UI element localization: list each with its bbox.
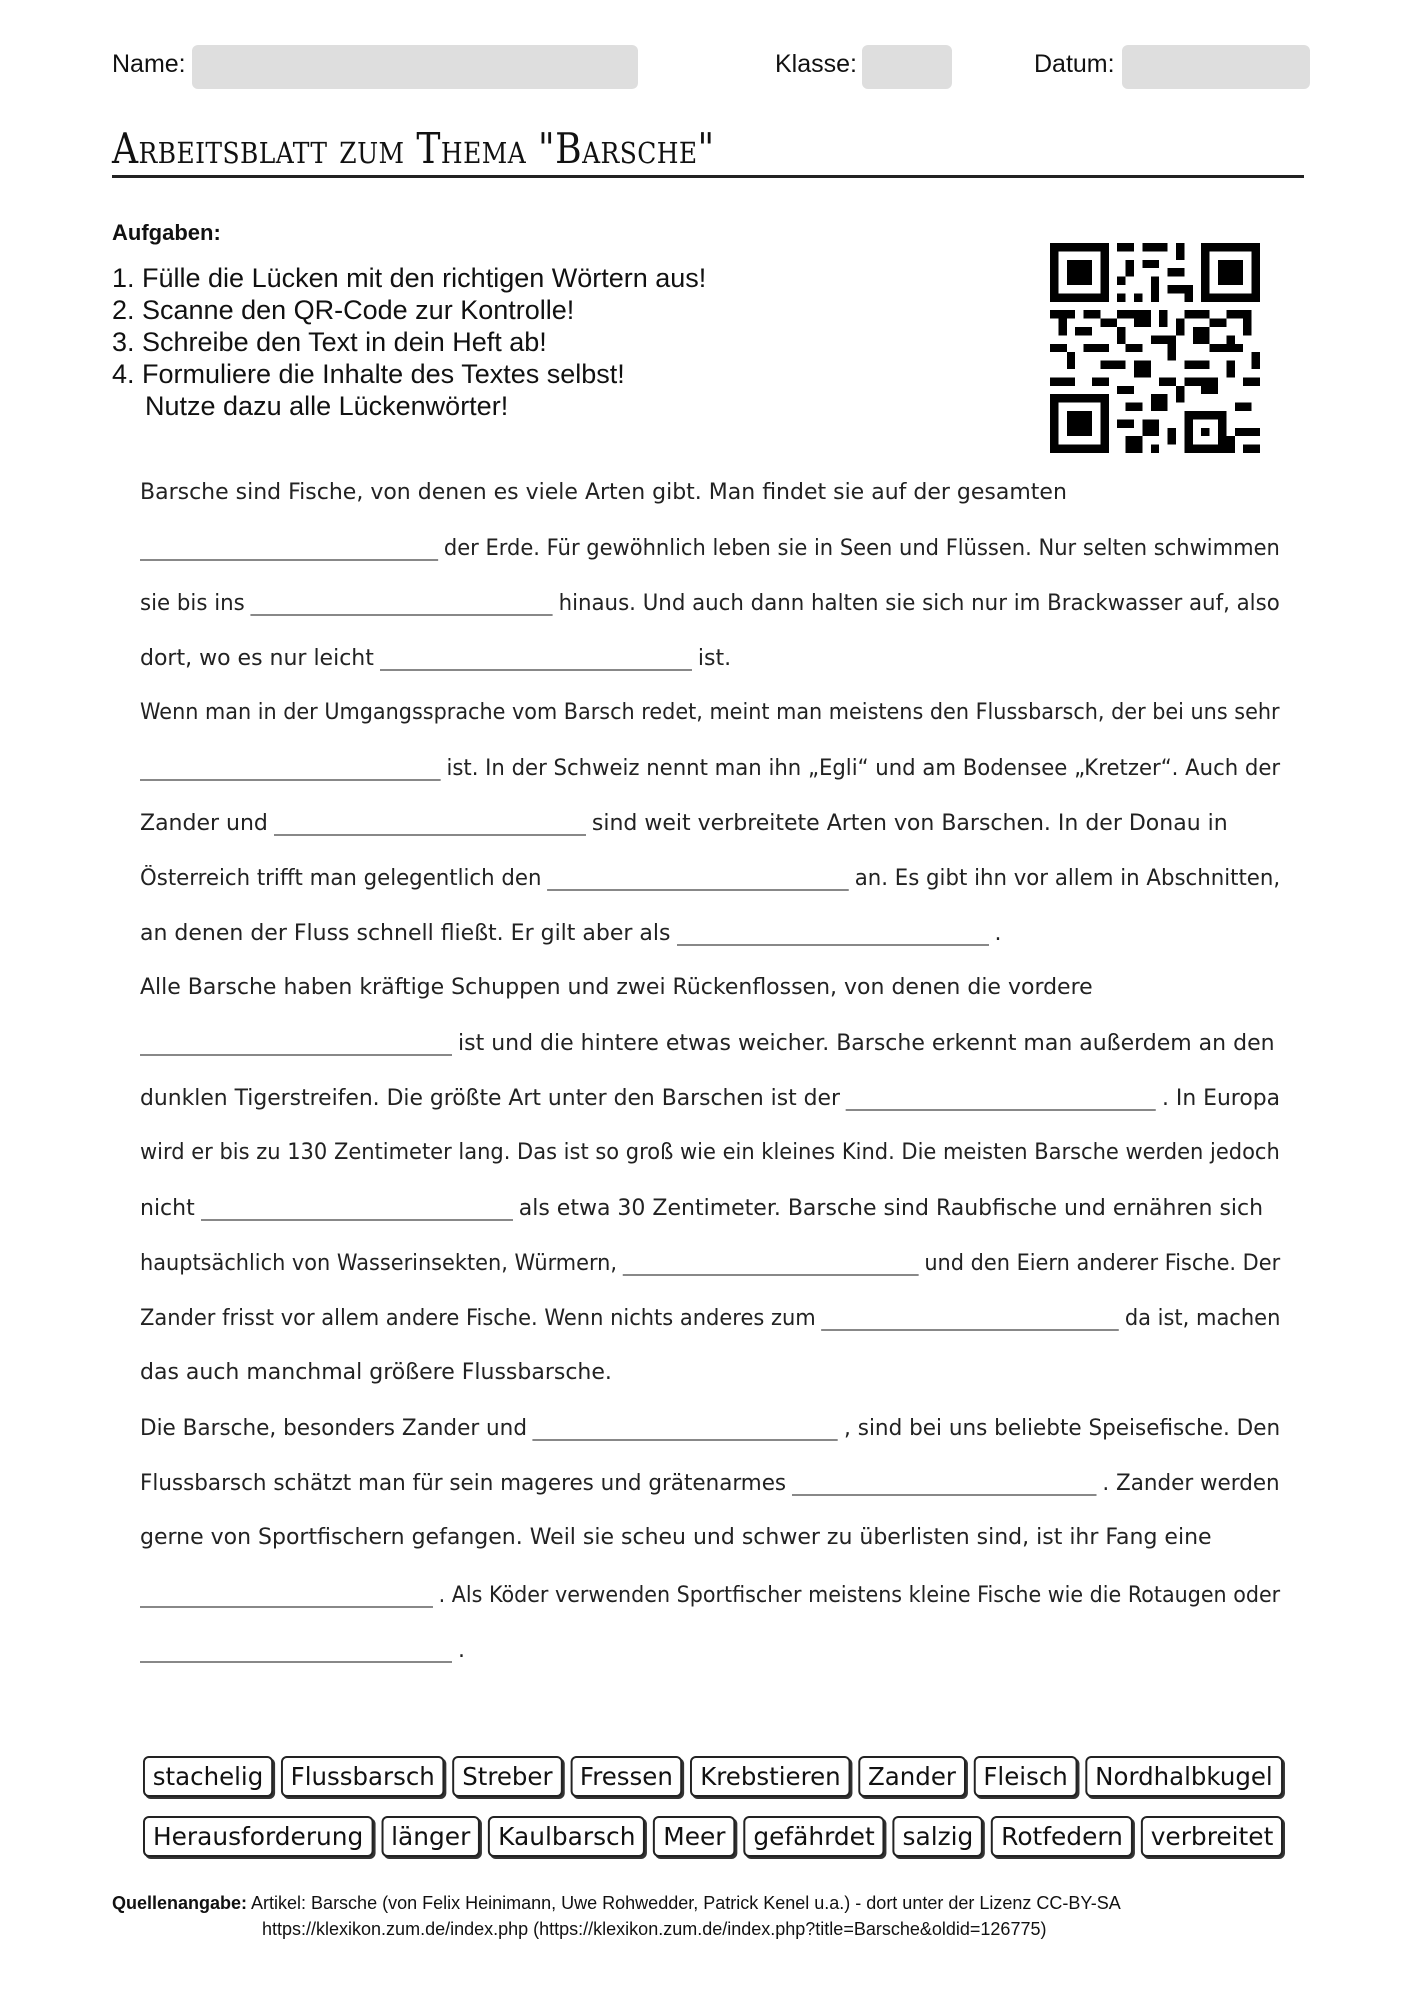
word-chip[interactable]: Zander [858, 1756, 965, 1797]
word-chip[interactable]: Nordhalbkugel [1085, 1756, 1282, 1797]
word-chip[interactable]: Rotfedern [991, 1816, 1133, 1857]
text-line-21: . Als Köder verwenden Sportfischer meistens kleine Fische wie die Rotaugen oder [140, 1582, 1280, 1622]
word-chip[interactable]: Streber [452, 1756, 562, 1797]
text-line-18: Die Barsche, besonders Zander und , sind bei uns beliebte Speisefische. Den [140, 1416, 1281, 1441]
word-chip[interactable]: verbreitet [1141, 1816, 1284, 1857]
date-label: Datum: [1034, 50, 1115, 78]
text-line-12: dunklen Tigerstreifen. Die größte Art unter den Barschen ist der . In Europa [140, 1086, 1280, 1111]
name-field[interactable] [192, 45, 638, 89]
word-chip[interactable]: Fleisch [974, 1756, 1078, 1797]
task-item: 2. Scanne den QR-Code zur Kontrolle! [112, 295, 575, 325]
text-line-7: Zander und sind weit verbreitete Arten von Barschen. In der Donau in [140, 811, 1228, 836]
blank-field[interactable] [140, 1582, 433, 1608]
word-chip[interactable]: Krebstieren [690, 1756, 850, 1797]
text-line-5: Wenn man in der Umgangssprache vom Barsch redet, meint man meistens den Flussbarsch, der bei uns sehr [140, 700, 1280, 725]
word-bank-row-1 [143, 1756, 1273, 1797]
tasks-heading: Aufgaben: [112, 220, 221, 245]
text-line-10: Alle Barsche haben kräftige Schuppen und zwei Rückenflossen, von denen die vordere [140, 975, 1093, 1000]
blank-field[interactable] [140, 1030, 452, 1056]
source-label: Quellenangabe: [112, 1893, 248, 1913]
word-chip[interactable]: länger [381, 1816, 480, 1857]
source-link[interactable]: https://klexikon.zum.de/index.php (https://klexikon.zum.de/index.php?title=Barsche&oldid=126775) [262, 1919, 1047, 1939]
text-line-13: wird er bis zu 130 Zentimeter lang. Das ist so groß wie ein kleines Kind. Die meisten Barsche werden jedoch [140, 1140, 1280, 1165]
page-title-text: Arbeitsblatt zum Thema "Barsche" [112, 124, 715, 173]
blank-field[interactable] [547, 865, 849, 891]
blank-field[interactable] [380, 645, 692, 671]
text-line-20: gerne von Sportfischern gefangen. Weil sie scheu und schwer zu überlisten sind, ist ihr Fang eine [140, 1525, 1212, 1550]
word-chip[interactable]: gefährdet [743, 1816, 884, 1857]
text-line-14: nicht als etwa 30 Zentimeter. Barsche sind Raubfische und ernähren sich [140, 1196, 1264, 1221]
blank-field[interactable] [201, 1195, 513, 1221]
text-line-6: ist. In der Schweiz nennt man ihn „Egli“ und am Bodensee „Kretzer“. Auch der [140, 755, 1280, 795]
blank-field[interactable] [140, 1637, 452, 1663]
blank-field[interactable] [140, 535, 438, 561]
text-line-4: dort, wo es nur leicht ist. [140, 646, 732, 671]
blank-field[interactable] [251, 590, 553, 616]
task-item: 1. Fülle die Lücken mit den richtigen Wörtern aus! [112, 263, 707, 293]
word-chip[interactable]: Herausforderung [143, 1816, 373, 1857]
text-line-19: Flussbarsch schätzt man für sein mageres und grätenarmes . Zander werden [140, 1471, 1280, 1496]
blank-field[interactable] [140, 755, 441, 781]
blank-field[interactable] [846, 1085, 1156, 1111]
blank-field[interactable] [821, 1305, 1119, 1331]
text-line-11: ist und die hintere etwas weicher. Barsche erkennt man außerdem an den [140, 1030, 1275, 1070]
task-item: 3. Schreibe den Text in dein Heft ab! [112, 327, 547, 357]
text-line-8: Österreich trifft man gelegentlich den an. Es gibt ihn vor allem in Abschnitten, [140, 866, 1281, 891]
task-item: Nutze dazu alle Lückenwörter! [145, 391, 509, 421]
blank-field[interactable] [792, 1470, 1097, 1496]
text-line-2: der Erde. Für gewöhnlich leben sie in Seen und Flüssen. Nur selten schwimmen [140, 535, 1280, 575]
source-note [112, 1890, 1304, 1942]
text-line-16: Zander frisst vor allem andere Fische. Wenn nichts anderes zum da ist, machen [140, 1306, 1281, 1331]
text-line-9: an denen der Fluss schnell fließt. Er gilt aber als . [140, 921, 1002, 946]
class-field[interactable] [862, 45, 952, 89]
name-label: Name: [112, 50, 186, 78]
blank-field[interactable] [677, 920, 989, 946]
source-text: Artikel: Barsche (von Felix Heinimann, Uwe Rohwedder, Patrick Kenel u.a.) - dort unter der Lizenz CC-BY-SA [247, 1893, 1121, 1913]
text-line-22: . [140, 1637, 465, 1677]
blank-field[interactable] [533, 1415, 838, 1441]
page-title [112, 118, 1304, 178]
qr-code-icon[interactable] [1050, 243, 1260, 453]
word-chip[interactable]: stachelig [143, 1756, 273, 1797]
date-field[interactable] [1122, 45, 1310, 89]
word-chip[interactable]: Fressen [570, 1756, 682, 1797]
word-chip[interactable]: Meer [653, 1816, 735, 1857]
text-line-1: Barsche sind Fische, von denen es viele Arten gibt. Man findet sie auf der gesamten [140, 480, 1067, 505]
class-label: Klasse: [775, 50, 857, 78]
blank-field[interactable] [274, 810, 586, 836]
text-line-3: sie bis ins hinaus. Und auch dann halten sie sich nur im Brackwasser auf, also [140, 591, 1280, 616]
text-line-17: das auch manchmal größere Flussbarsche. [140, 1360, 612, 1385]
text-line-15: hauptsächlich von Wasserinsekten, Würmern, und den Eiern anderer Fische. Der [140, 1251, 1281, 1276]
task-item: 4. Formuliere die Inhalte des Textes selbst! [112, 359, 625, 389]
word-chip[interactable]: Flussbarsch [281, 1756, 445, 1797]
word-chip[interactable]: salzig [893, 1816, 984, 1857]
blank-field[interactable] [623, 1250, 919, 1276]
task-list [112, 262, 706, 422]
word-chip[interactable]: Kaulbarsch [488, 1816, 645, 1857]
word-bank-row-2 [143, 1816, 1276, 1857]
